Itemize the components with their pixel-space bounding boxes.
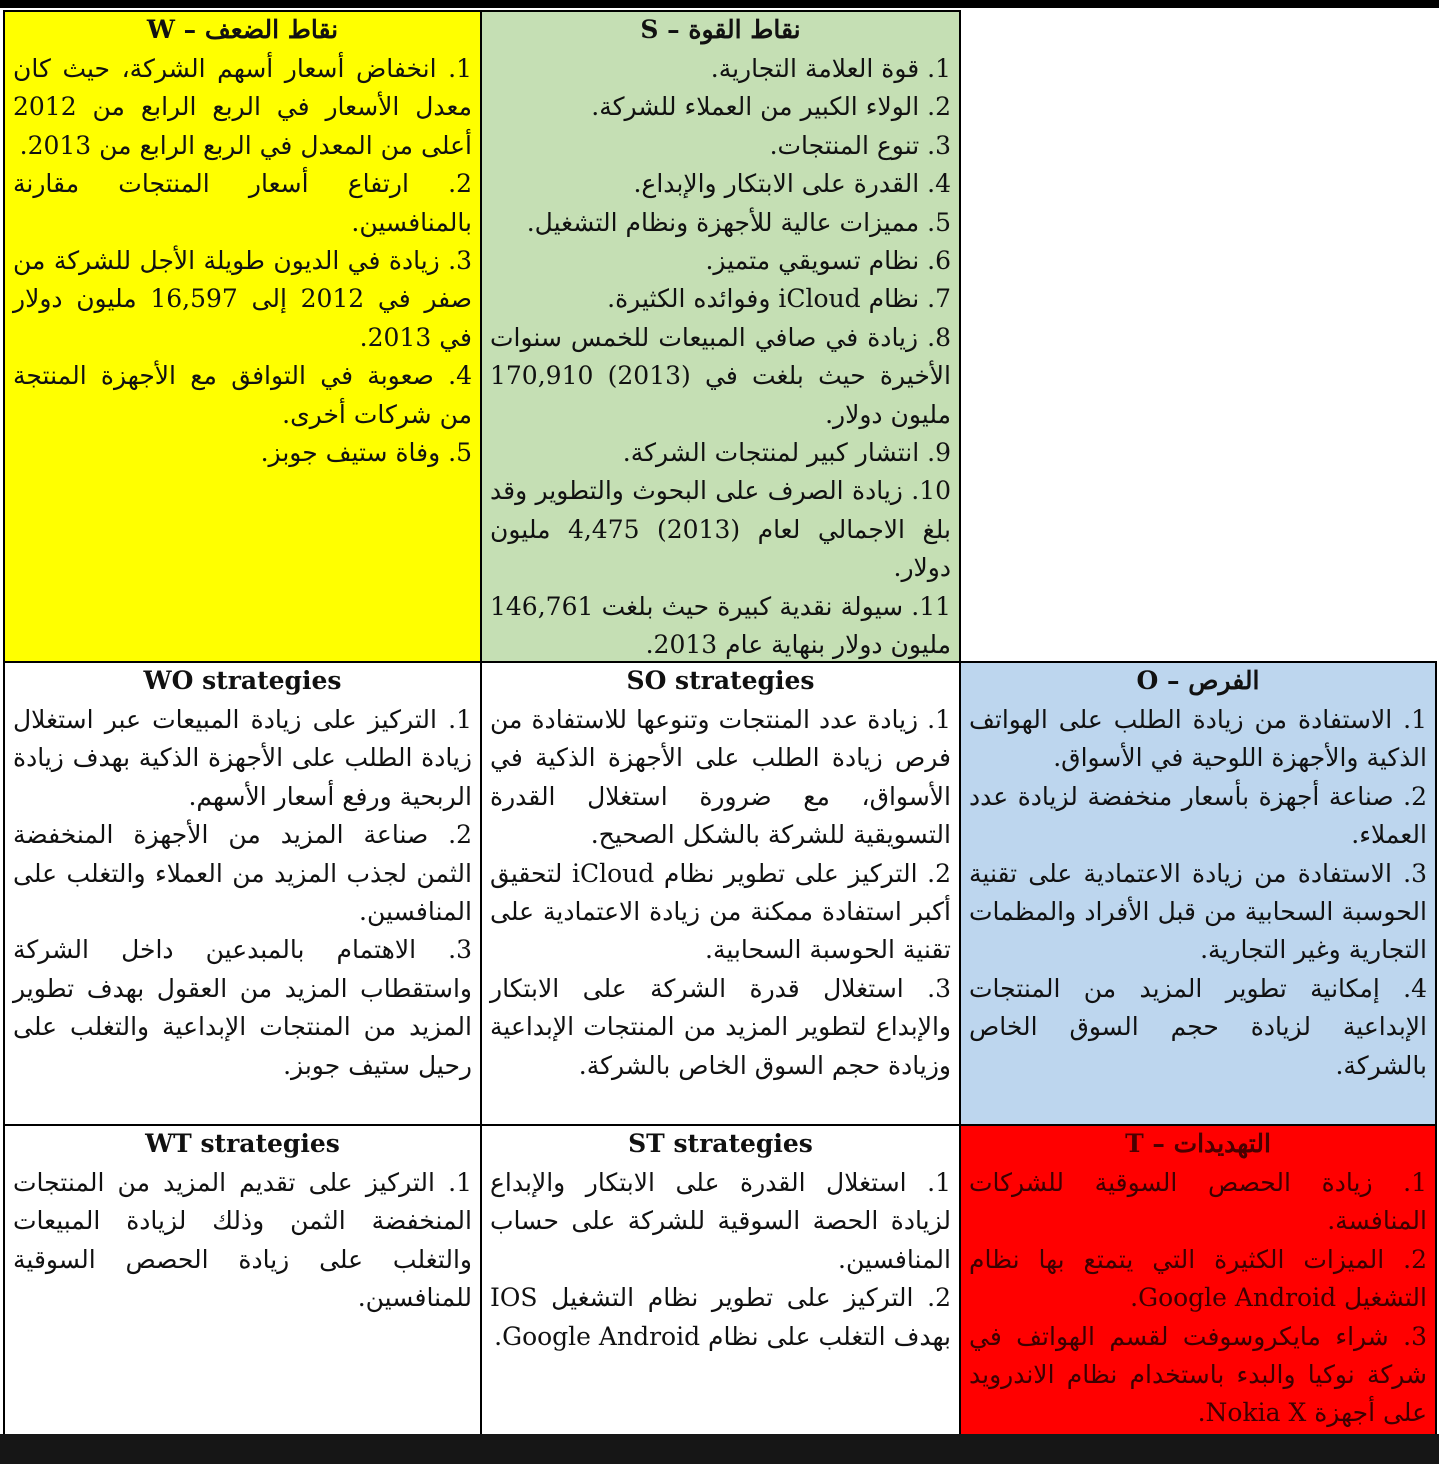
list-item: 1. استغلال القدرة على الابتكار والإبداع لزيادة الحصة السوقية للشركة على حساب المنافسين.	[490, 1168, 951, 1274]
opportunities-list	[969, 701, 1427, 1085]
list-item: 3. شراء مايكروسوفت لقسم الهواتف في شركة نوكيا والبدء باستخدام نظام الاندرويد على أجهزة Nokia X.	[969, 1321, 1427, 1428]
list-item: 4. إمكانية تطوير المزيد من المنتجات الإبداعية لزيادة حجم السوق الخاص بالشركة.	[969, 973, 1427, 1080]
list-item: 11. سيولة نقدية كبيرة حيث بلغت 146,761 مليون دولار بنهاية عام 2013.	[490, 591, 951, 660]
so-strategies-cell	[480, 661, 961, 1126]
wo-strategies-list	[13, 701, 472, 1085]
list-item: 1. زيادة الحصص السوقية للشركات المنافسة.	[969, 1168, 1427, 1236]
strengths-cell	[480, 10, 961, 663]
threats-list	[969, 1164, 1427, 1433]
list-item: 3. استغلال قدرة الشركة على الابتكار والإبداع لتطوير المزيد من المنتجات الإبداعية وزيادة حجم السوق الخاص بالشركة.	[490, 973, 951, 1080]
list-item: 1. زيادة عدد المنتجات وتنوعها للاستفادة من فرص زيادة الطلب على الأجهزة الذكية في الأسواق، مع ضرورة استغلال القدرة التسويقية للشركة بالشكل الصحيح.	[490, 705, 951, 850]
weaknesses-title: نقاط الضعف – W	[146, 15, 339, 44]
list-item: 2. الولاء الكبير من العملاء للشركة.	[591, 92, 951, 122]
wt-strategies-list	[13, 1164, 472, 1318]
st-strategies-list	[490, 1164, 951, 1356]
list-item: 2. ارتفاع أسعار المنتجات مقارنة بالمنافسين.	[13, 169, 472, 237]
st-strategies-cell	[480, 1124, 961, 1436]
top-bar	[0, 0, 1439, 8]
list-item: 6. نظام تسويقي متميز.	[705, 246, 951, 276]
weaknesses-cell	[3, 10, 482, 663]
list-item: 2. صناعة أجهزة بأسعار منخفضة لزيادة عدد العملاء.	[969, 781, 1427, 850]
list-item: 5. مميزات عالية للأجهزة ونظام التشغيل.	[526, 207, 951, 237]
threats-title: التهديدات – T	[1125, 1129, 1271, 1158]
list-item: 2. صناعة المزيد من الأجهزة المنخفضة الثمن لجذب المزيد من العملاء والتغلب على المنافسين.	[13, 820, 472, 927]
list-item: 1. الاستفادة من زيادة الطلب على الهواتف الذكية والأجهزة اللوحية في الأسواق.	[969, 705, 1427, 773]
list-item: 1. التركيز على زيادة المبيعات عبر استغلال زيادة الطلب على الأجهزة الذكية بهدف زيادة الربحية ورفع أسعار الأسهم.	[13, 705, 472, 811]
wt-strategies-title: WT strategies	[145, 1129, 340, 1158]
list-item: 3. زيادة في الديون طويلة الأجل للشركة من صفر في 2012 إلى 16,597 مليون دولار في 2013.	[13, 246, 472, 352]
opportunities-title: الفرص – O	[1136, 666, 1260, 695]
threats-cell	[959, 1124, 1437, 1436]
strengths-title: نقاط القوة – S	[640, 15, 801, 44]
list-item: 10. زيادة الصرف على البحوث والتطوير وقد بلغ الاجمالي لعام (2013) 4,475 مليون دولار.	[490, 476, 952, 583]
list-item: 8. زيادة في صافي المبيعات للخمس سنوات الأخيرة حيث بلغت في (2013) 170,910 مليون دولار.	[490, 322, 952, 429]
list-item: 2. التركيز على تطوير نظام التشغيل IOS بهدف التغلب على نظام Google Android.	[490, 1283, 951, 1351]
list-item: 2. الميزات الكثيرة التي يتمتع بها نظام التشغيل Google Android.	[969, 1244, 1427, 1313]
so-strategies-list	[490, 701, 951, 1085]
wo-strategies-cell	[3, 661, 482, 1126]
list-item: 5. وفاة ستيف جوبز.	[260, 438, 472, 468]
list-item: 7. نظام iCloud وفوائده الكثيرة.	[607, 284, 951, 314]
wt-strategies-cell	[3, 1124, 482, 1436]
list-item: 1. التركيز على تقديم المزيد من المنتجات المنخفضة الثمن وذلك لزيادة المبيعات والتغلب على زيادة الحصص السوقية للمنافسين.	[13, 1168, 472, 1313]
weaknesses-list	[13, 50, 472, 472]
so-strategies-title: SO strategies	[626, 666, 815, 695]
strengths-list	[490, 50, 951, 663]
st-strategies-title: ST strategies	[628, 1129, 813, 1158]
list-item: 1. انخفاض أسعار أسهم الشركة، حيث كان معدل الأسعار في الربع الرابع من 2012 أعلى من المعدل في الربع الرابع من 2013.	[13, 54, 472, 160]
list-item: 4. القدرة على الابتكار والإبداع.	[633, 169, 951, 199]
list-item: 2. التركيز على تطوير نظام iCloud لتحقيق أكبر استفادة ممكنة من زيادة الاعتمادية على تقنية الحوسبة السحابية.	[490, 858, 951, 965]
list-item: 9. انتشار كبير لمنتجات الشركة.	[622, 438, 951, 468]
list-item: 3. الاهتمام بالمبدعين داخل الشركة واستقطاب المزيد من العقول بهدف تطوير المزيد من المنتجات الإبداعية والتغلب على رحيل ستيف جوبز.	[13, 935, 472, 1080]
list-item: 3. الاستفادة من زيادة الاعتمادية على تقنية الحوسبة السحابية من قبل الأفراد والمظمات التجارية وغير التجارية.	[969, 858, 1427, 965]
list-item: 1. قوة العلامة التجارية.	[710, 54, 951, 83]
wo-strategies-title: WO strategies	[143, 666, 342, 695]
list-item: 4. صعوبة في التوافق مع الأجهزة المنتجة من شركات أخرى.	[13, 361, 472, 429]
opportunities-cell	[959, 661, 1437, 1126]
list-item: 3. تنوع المنتجات.	[769, 130, 951, 160]
bottom-bar	[0, 1434, 1439, 1464]
